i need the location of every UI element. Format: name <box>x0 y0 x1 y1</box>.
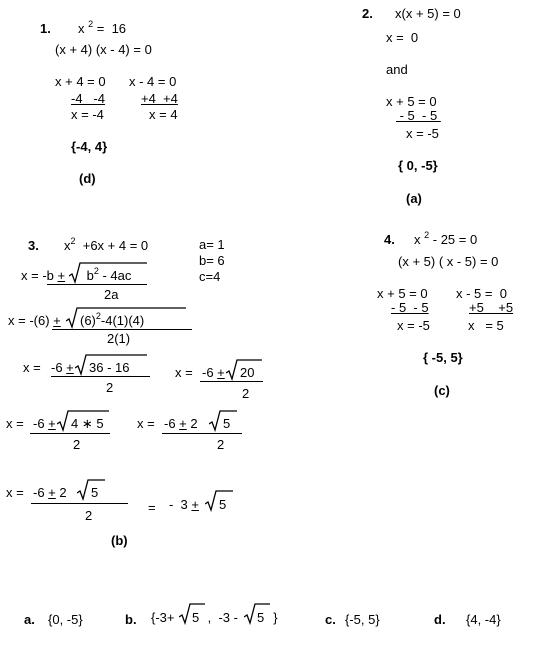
problem-3-letter: (b) <box>111 533 128 548</box>
step-1-denominator: 2(1) <box>107 331 131 346</box>
problem-1-left-subtract: -4 -4 <box>71 91 105 106</box>
step-6-equals: = <box>148 500 156 515</box>
problem-1-letter: (d) <box>79 171 96 186</box>
step-5-denominator: 2 <box>217 437 225 452</box>
step-3-denominator: 2 <box>242 386 250 401</box>
formula-fraction-bar <box>47 284 147 285</box>
step-2-radicand: 36 - 16 <box>89 360 130 375</box>
step-1-lhs: x = -(6) + <box>8 313 61 328</box>
choice-a-label: a. <box>24 612 35 627</box>
step-6-denominator: 2 <box>85 508 93 523</box>
problem-2-number: 2. <box>362 6 373 21</box>
step-4-fraction-bar <box>30 433 110 434</box>
step-1-radicand: $(6)^2-4(1)(4)$ <box>80 311 145 328</box>
step-5-fraction-bar <box>162 433 242 434</box>
problem-2-and: and <box>386 62 408 77</box>
problem-4-letter: (c) <box>434 383 450 398</box>
problem-4-left-subtract: - 5 - 5 <box>391 300 429 315</box>
problem-4-left-equation: x + 5 = 0 <box>377 286 428 301</box>
problem-4-solution: { -5, 5} <box>423 350 463 365</box>
problem-1-right-result: x = 4 <box>149 107 178 122</box>
step-6-lhs: x = <box>6 485 24 500</box>
step-2-fraction-bar <box>51 376 150 377</box>
problem-4-factored: (x + 5) ( x - 5) = 0 <box>398 254 499 269</box>
step-6-radicand: 5 <box>91 485 99 500</box>
choice-a-value: {0, -5} <box>48 612 83 627</box>
step-5-lhs: x = <box>137 416 155 431</box>
step-6-result-radicand: 5 <box>219 497 227 512</box>
coefficient-a: a= 1 <box>199 237 225 252</box>
coefficient-c: c=4 <box>199 269 221 284</box>
problem-4-number: 4. <box>384 232 395 247</box>
problem-4-right-add: +5 +5 <box>469 300 514 315</box>
step-6-numerator: -6 + 2 <box>33 485 71 500</box>
problem-4-equation: x $^2$ - 25 = 0 <box>414 230 478 247</box>
step-1-fraction-bar <box>52 329 192 330</box>
choice-b-radicand-1: 5 <box>192 610 200 625</box>
problem-1-right-add: +4 +4 <box>141 91 178 106</box>
step-2-lhs: x = <box>23 360 41 375</box>
problem-3-equation: $x^2 +6x + 4 = 0$ <box>64 236 149 253</box>
choice-b-radicand-2: 5 <box>257 610 265 625</box>
problem-2-equation: x(x + 5) = 0 <box>395 6 461 21</box>
step-3-fraction-bar <box>200 381 263 382</box>
problem-2-result: x = -5 <box>406 126 439 141</box>
step-2-numerator: -6 + <box>51 360 74 375</box>
step-4-denominator: 2 <box>73 437 81 452</box>
step-6-result: - 3 + <box>169 497 199 512</box>
problem-2-solution: { 0, -5} <box>398 158 438 173</box>
problem-4-right-equation: x - 5 = 0 <box>456 286 507 301</box>
choice-b-label: b. <box>125 612 137 627</box>
step-4-numerator: -6 + <box>33 416 56 431</box>
step-2-denominator: 2 <box>106 380 114 395</box>
choice-c-value: {-5, 5} <box>345 612 380 627</box>
choice-d-value: {4, -4} <box>466 612 501 627</box>
problem-1-number: 1. <box>40 21 51 36</box>
step-3-numerator: -6 + <box>202 365 225 380</box>
choice-b-value-end: } <box>266 610 278 625</box>
problem-4-right-result: x = 5 <box>468 318 504 333</box>
coefficient-b: b= 6 <box>199 253 225 268</box>
problem-1-right-equation: x - 4 = 0 <box>129 74 177 89</box>
step-5-numerator: -6 + 2 <box>164 416 202 431</box>
problem-2-line-1: x = 0 <box>386 30 419 45</box>
problem-2-letter: (a) <box>406 191 422 206</box>
problem-2-subtract: - 5 - 5 <box>396 108 441 123</box>
step-4-lhs: x = <box>6 416 24 431</box>
problem-1-left-result: x = -4 <box>71 107 104 122</box>
step-4-radicand: 4 ∗ 5 <box>71 416 104 431</box>
formula-denominator: 2a <box>104 287 119 302</box>
formula-radicand: $b^2 - 4ac$ <box>83 266 132 283</box>
problem-1-solution: {-4, 4} <box>71 139 108 154</box>
choice-d-label: d. <box>434 612 446 627</box>
problem-1-factored: (x + 4) (x - 4) = 0 <box>55 42 152 57</box>
problem-3-number: 3. <box>28 238 39 253</box>
choice-b-value-start: {-3+ <box>151 610 175 625</box>
choice-b-value-middle: , -3 - <box>204 610 238 625</box>
step-3-lhs: x = <box>175 365 193 380</box>
problem-4-left-result: x = -5 <box>397 318 430 333</box>
problem-1-left-equation: x + 4 = 0 <box>55 74 106 89</box>
step-5-radicand: 5 <box>223 416 231 431</box>
step-3-radicand: 20 <box>240 365 255 380</box>
step-6-fraction-bar <box>31 503 128 504</box>
formula-lhs: x = -b + <box>21 268 66 283</box>
problem-2-line-2: x + 5 = 0 <box>386 94 437 109</box>
problem-1-equation: x $^2$ = 16 <box>78 19 127 36</box>
choice-c-label: c. <box>325 612 336 627</box>
